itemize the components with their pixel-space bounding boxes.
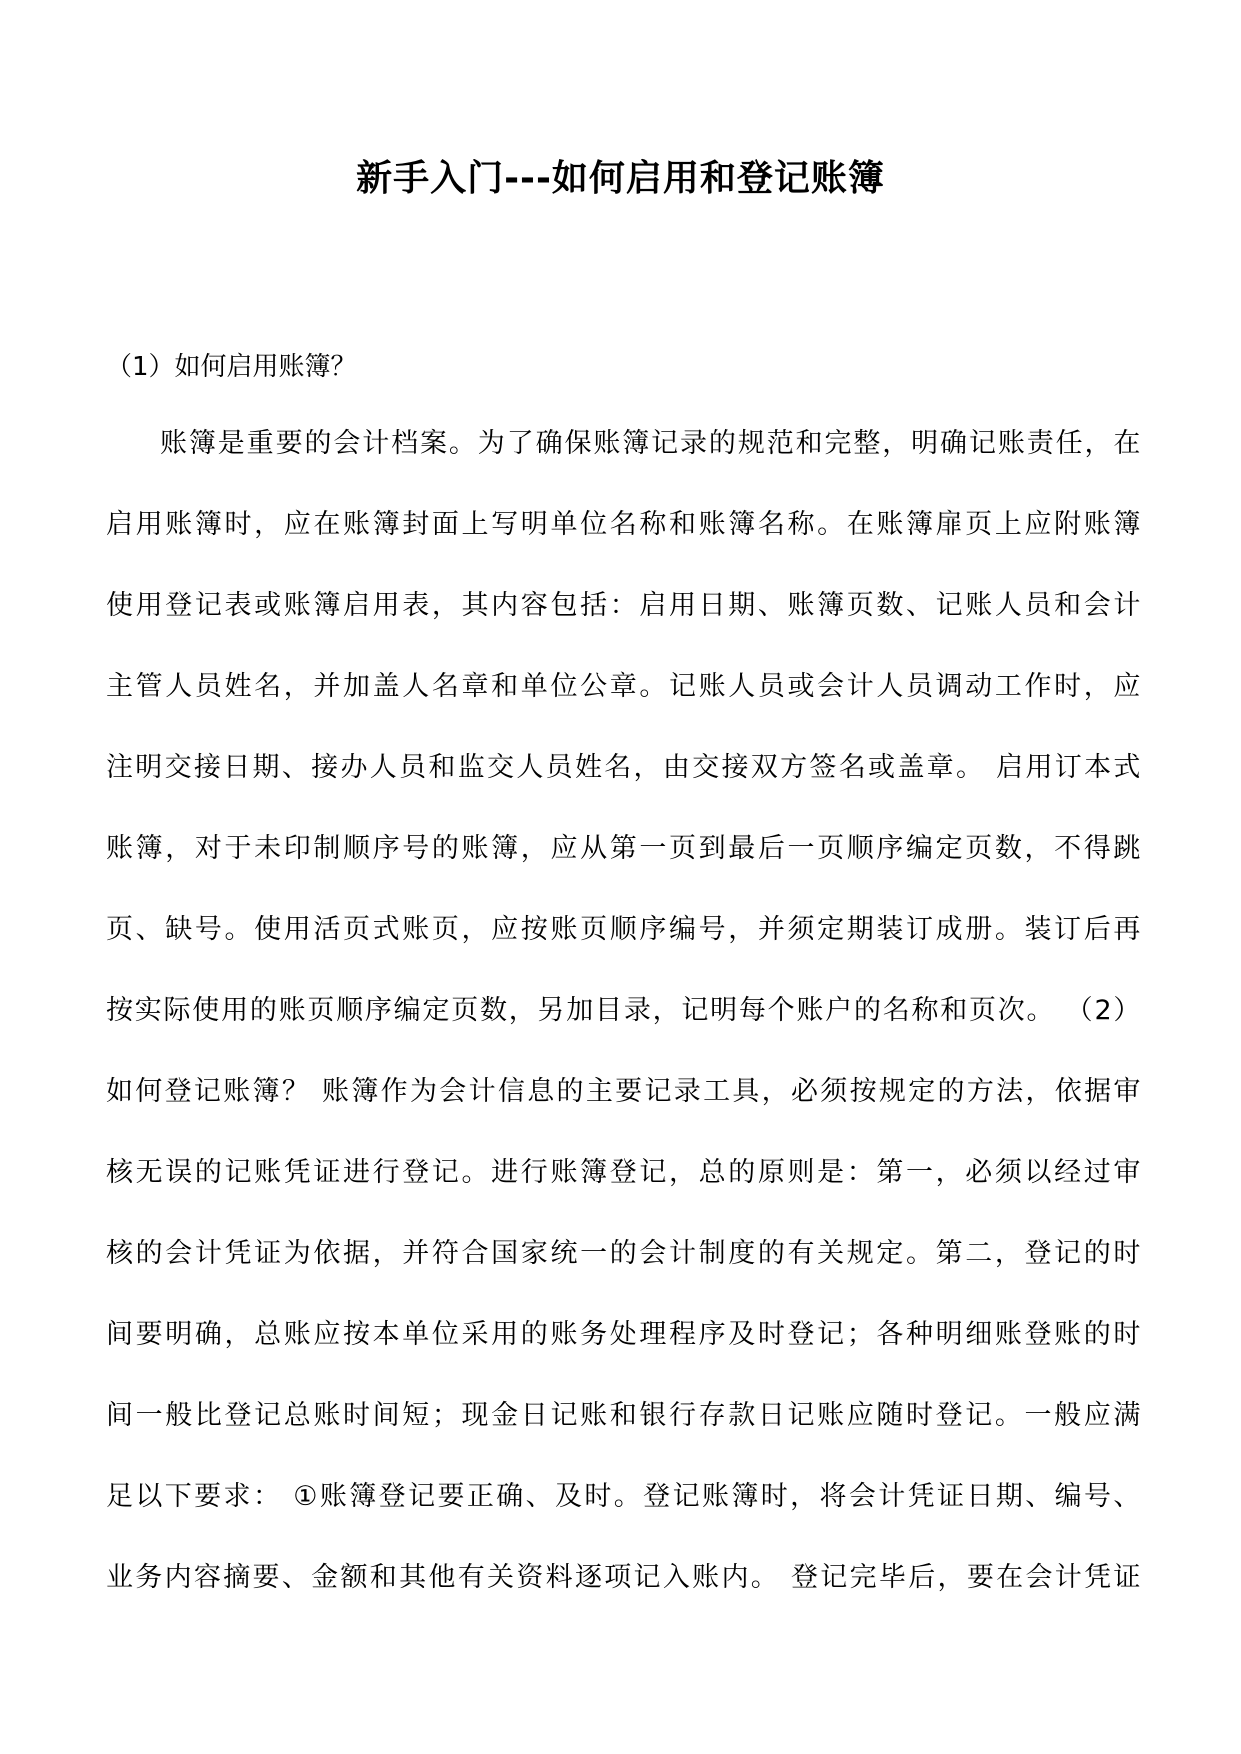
body-line: 页、缺号。使用活页式账页，应按账页顺序编号，并须定期装订成册。装订后再 — [106, 914, 1141, 945]
body-line: 核无误的记账凭证进行登记。进行账簿登记，总的原则是：第一，必须以经过审 — [106, 1157, 1141, 1188]
body-line: 注明交接日期、接办人员和监交人员姓名，由交接双方签名或盖章。 启用订本式 — [106, 752, 1141, 783]
body-line: 按实际使用的账页顺序编定页数，另加目录，记明每个账户的名称和页次。 （2） — [106, 995, 1141, 1026]
body-line: 间一般比登记总账时间短；现金日记账和银行存款日记账应随时登记。一般应满 — [106, 1400, 1141, 1431]
body-line: 核的会计凭证为依据，并符合国家统一的会计制度的有关规定。第二，登记的时 — [106, 1238, 1141, 1269]
body-line: 启用账簿时，应在账簿封面上写明单位名称和账簿名称。在账簿扉页上应附账簿 — [106, 509, 1141, 540]
body-line: 足以下要求： ①账簿登记要正确、及时。登记账簿时，将会计凭证日期、编号、 — [106, 1481, 1141, 1512]
body-line: 间要明确，总账应按本单位采用的账务处理程序及时登记；各种明细账登账的时 — [106, 1319, 1141, 1350]
section-heading-enable-ledger: （1）如何启用账簿？ — [106, 352, 357, 382]
body-line: 主管人员姓名，并加盖人名章和单位公章。记账人员或会计人员调动工作时，应 — [106, 671, 1141, 702]
body-text — [106, 426, 1141, 1641]
document-title: 新手入门---如何启用和登记账簿 — [356, 158, 885, 199]
body-line: 使用登记表或账簿启用表，其内容包括：启用日期、账簿页数、记账人员和会计 — [106, 590, 1141, 621]
body-line: 如何登记账簿？ 账簿作为会计信息的主要记录工具，必须按规定的方法，依据审 — [106, 1076, 1141, 1107]
body-line: 业务内容摘要、金额和其他有关资料逐项记入账内。 登记完毕后，要在会计凭证 — [106, 1562, 1141, 1593]
body-line: 账簿是重要的会计档案。为了确保账簿记录的规范和完整，明确记账责任，在 — [160, 428, 1141, 459]
body-line: 账簿，对于未印制顺序号的账簿，应从第一页到最后一页顺序编定页数，不得跳 — [106, 833, 1141, 864]
